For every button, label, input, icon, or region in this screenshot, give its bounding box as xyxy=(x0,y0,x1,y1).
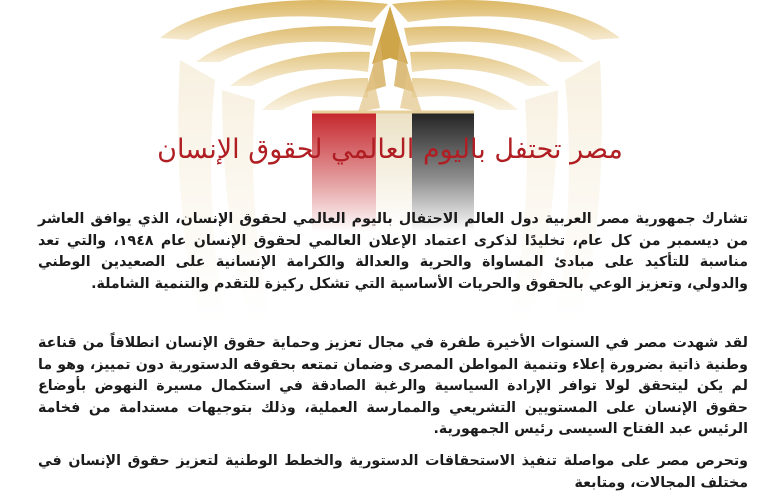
paragraph-3: وتحرص مصر على مواصلة تنفيذ الاستحقاقات الدستورية والخطط الوطنية لتعزيز حقوق الإنسان في مختلف المجالات، ومتابعة xyxy=(38,453,748,491)
paragraph-2: لقد شهدت مصر في السنوات الأخيرة طفرة في مجال تعزيز وحماية حقوق الإنسان انطلاقاً من قناعة وطنية ذاتية بضرورة إعلاء وتنمية المواطن المصرى وضمان تمتعه بحقوقه الدستورية دون تمييز، وهو ما لم يكن ليتحقق لولا توافر الإرادة السياسية والرغبة الصادقة في استكمال مسيرة النهوض بأوضاع حقوق الإنسان على المستويين التشريعي والممارسة العملية، وذلك بتوجيهات مستدامة من فخامة الرئيس عبد الفتاح السيسى رئيس الجمهورية. xyxy=(38,335,748,437)
page-title: مصر تحتفل باليوم العالمي لحقوق الإنسان xyxy=(157,134,623,165)
paragraph-1: تشارك جمهورية مصر العربية دول العالم الاحتفال باليوم العالمي لحقوق الإنسان، الذي يوافق العاشر من ديسمبر من كل عام، تخليدًا لذكرى اعتماد الإعلان العالمي لحقوق الإنسان عام ١٩٤٨، والتي تعد مناسبة للتأكيد على مبادئ المساواة والحرية والعدالة والكرامة الإنسانية على الصعيدين الوطني والدولي، وتعزيز الوعي بالحقوق والحريات الأساسية التي تشكل ركيزة للتقدم والتنمية الشاملة. xyxy=(38,211,749,292)
